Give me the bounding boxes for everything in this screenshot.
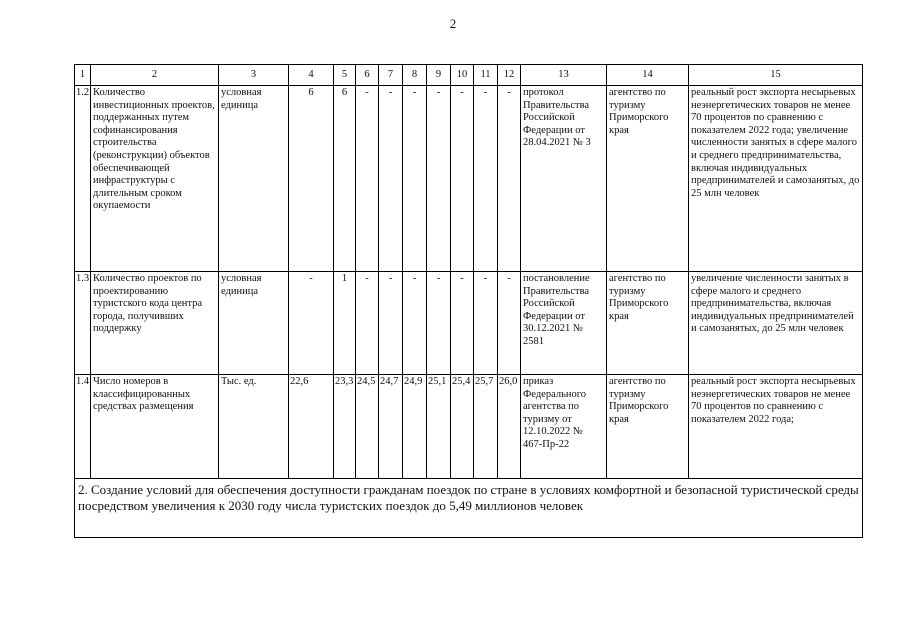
header-cell: 12: [498, 65, 521, 86]
year-value: -: [498, 86, 521, 272]
base-value: -: [289, 272, 334, 375]
document-cell: протокол Правительства Российской Федерации от 28.04.2021 № 3: [521, 86, 607, 272]
year-value: 25,7: [474, 375, 498, 479]
header-cell: 3: [219, 65, 289, 86]
unit-cell: условная единица: [219, 272, 289, 375]
year-value: -: [379, 86, 403, 272]
base-value: 6: [289, 86, 334, 272]
header-cell: 5: [334, 65, 356, 86]
year-value: 23,3: [334, 375, 356, 479]
unit-cell: Тыс. ед.: [219, 375, 289, 479]
year-value: 26,0: [498, 375, 521, 479]
year-value: 24,9: [403, 375, 427, 479]
year-value: 25,1: [427, 375, 451, 479]
table-row: [75, 375, 863, 479]
indicator-name: Количество проектов по проектированию туристского кода центра города, получивших поддержку: [91, 272, 219, 375]
table-row: [75, 86, 863, 272]
base-value: 22,6: [289, 375, 334, 479]
year-value: -: [474, 272, 498, 375]
header-cell: 9: [427, 65, 451, 86]
year-value: -: [474, 86, 498, 272]
year-value: -: [356, 272, 379, 375]
header-cell: 15: [689, 65, 863, 86]
header-cell: 11: [474, 65, 498, 86]
year-value: 24,7: [379, 375, 403, 479]
row-index: 1.2: [75, 86, 91, 272]
header-cell: 14: [607, 65, 689, 86]
header-cell: 4: [289, 65, 334, 86]
header-cell: 1: [75, 65, 91, 86]
goal-cell: реальный рост экспорта несырьевых неэнергетических товаров не менее 70 процентов по сравнению с показателем 2022 года; увеличение численности занятых в сфере малого и среднего предпринимательства, включая индивидуальных предпринимателей и самозанятых, до 25 млн человек: [689, 86, 863, 272]
year-value: 24,5: [356, 375, 379, 479]
header-cell: 13: [521, 65, 607, 86]
responsible-cell: агентство по туризму Приморского края: [607, 86, 689, 272]
responsible-cell: агентство по туризму Приморского края: [607, 375, 689, 479]
header-row: [75, 65, 863, 86]
responsible-cell: агентство по туризму Приморского края: [607, 272, 689, 375]
goal-cell: увеличение численности занятых в сфере малого и среднего предпринимательства, включая индивидуальных предпринимателей и самозанятых, до 25 млн человек: [689, 272, 863, 375]
year-value: 25,4: [451, 375, 474, 479]
year-value: 1: [334, 272, 356, 375]
header-cell: 7: [379, 65, 403, 86]
year-value: -: [403, 272, 427, 375]
table-row: [75, 272, 863, 375]
row-index: 1.4: [75, 375, 91, 479]
header-cell: 2: [91, 65, 219, 86]
indicator-name: Количество инвестиционных проектов, поддержанных путем софинансирования строительства (реконструкции) объектов обеспечивающей инфраструктуры с длительным сроком окупаемости: [91, 86, 219, 272]
header-cell: 6: [356, 65, 379, 86]
indicators-table: [74, 64, 863, 538]
indicator-name: Число номеров в классифицированных средствах размещения: [91, 375, 219, 479]
row-index: 1.3: [75, 272, 91, 375]
year-value: -: [427, 272, 451, 375]
header-cell: 10: [451, 65, 474, 86]
goal-cell: реальный рост экспорта несырьевых неэнергетических товаров не менее 70 процентов по сравнению с показателем 2022 года;: [689, 375, 863, 479]
year-value: 6: [334, 86, 356, 272]
section-title: 2. Создание условий для обеспечения доступности гражданам поездок по стране в условиях комфортной и безопасной туристической среды посредством увеличения к 2030 году числа туристских поездок до 5,49 миллионов человек: [75, 479, 863, 538]
unit-cell: условная единица: [219, 86, 289, 272]
section-row: [75, 479, 863, 538]
year-value: -: [403, 86, 427, 272]
year-value: -: [379, 272, 403, 375]
year-value: -: [427, 86, 451, 272]
year-value: -: [451, 272, 474, 375]
document-cell: приказ Федерального агентства по туризму от 12.10.2022 № 467-Пр-22: [521, 375, 607, 479]
year-value: -: [451, 86, 474, 272]
header-cell: 8: [403, 65, 427, 86]
document-cell: постановление Правительства Российской Федерации от 30.12.2021 № 2581: [521, 272, 607, 375]
year-value: -: [498, 272, 521, 375]
page-number: 2: [449, 16, 457, 31]
year-value: -: [356, 86, 379, 272]
